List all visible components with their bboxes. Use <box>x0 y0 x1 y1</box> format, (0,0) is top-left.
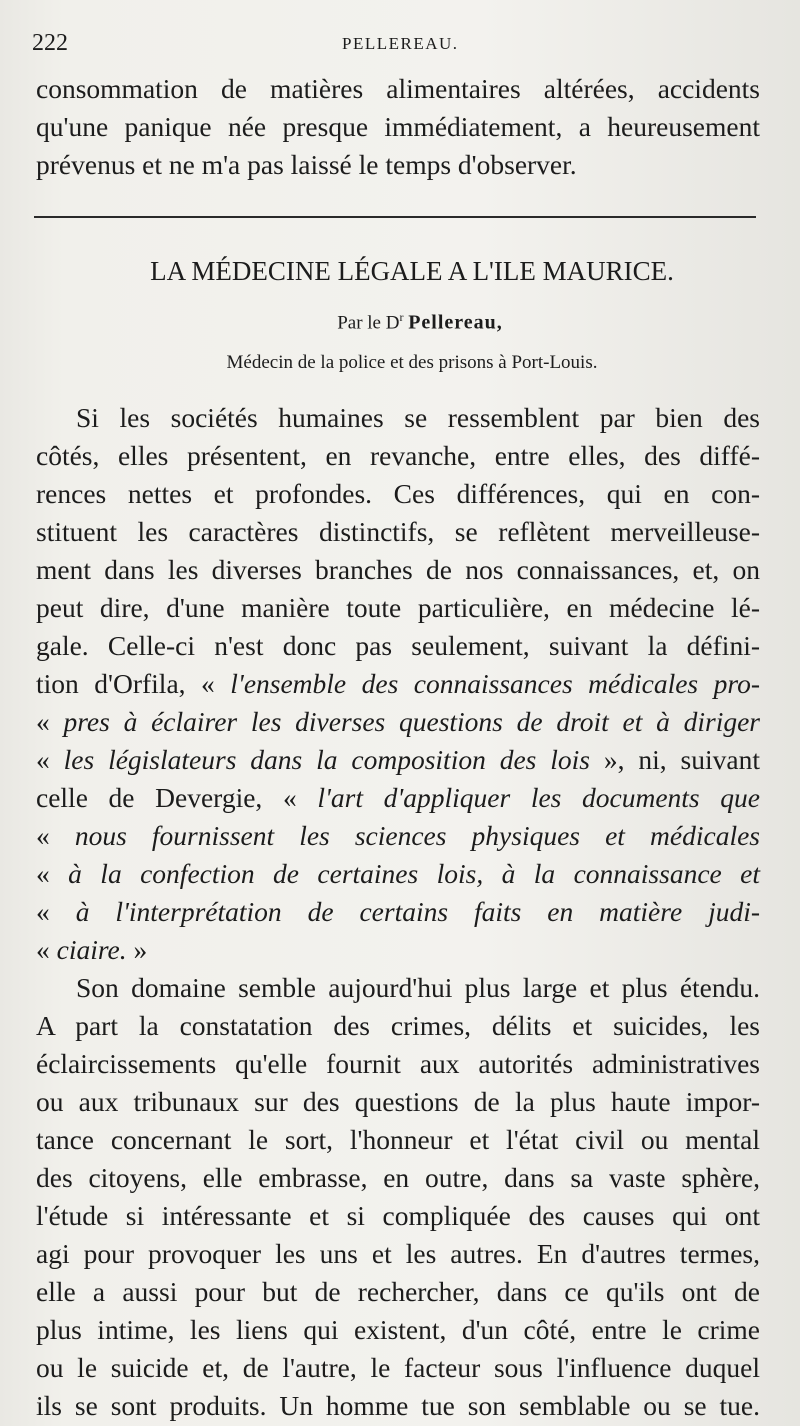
paragraph-line: agi pour provoquer les uns et les autres. En d'autres termes, <box>36 1238 760 1269</box>
quote-text: nous fournissent les sciences physiques et médicales <box>74 820 760 851</box>
line-text: « <box>36 858 69 889</box>
quote-text: l'art d'appliquer les documents que <box>317 782 760 813</box>
article-title: LA MÉDECINE LÉGALE A L'ILE MAURICE. <box>150 256 674 286</box>
line-text: « <box>36 744 64 775</box>
intro-line: prévenus et ne m'a pas laissé le temps d'observer. <box>36 149 577 180</box>
paragraph-line: ils se sont produits. Un homme tue son semblable ou se tue. <box>36 1390 760 1421</box>
paragraph-line: peut dire, d'une manière toute particulière, en médecine lé- <box>36 592 760 623</box>
paragraph-line <box>36 703 760 741</box>
quote-text: ciaire. <box>56 934 127 965</box>
line-text: » <box>126 934 148 965</box>
paragraph-line: A part la constatation des crimes, délits et suicides, les <box>36 1010 760 1041</box>
paragraph-line: éclaircissements qu'elle fournit aux autorités administratives <box>36 1048 760 1079</box>
paragraph-line <box>36 931 760 969</box>
paragraph-line <box>36 665 760 703</box>
running-head: PELLEREAU. <box>342 34 459 53</box>
paragraph-line: rences nettes et profondes. Ces différences, qui en con- <box>36 478 760 509</box>
quote-text: à la confection de certaines lois, à la connaissance et <box>68 858 760 889</box>
paragraph-line: ou le suicide et, de l'autre, le facteur sous l'influence duquel <box>36 1352 760 1383</box>
paragraph-line <box>36 893 760 931</box>
quote-text: à l'interprétation de certains faits en matière judi- <box>75 896 761 927</box>
line-text: « <box>36 896 76 927</box>
intro-line: qu'une panique née presque immédiatement, a heureusement <box>36 111 760 142</box>
paragraph-line <box>36 779 760 817</box>
paragraph-line: ment dans les diverses branches de nos connaissances, et, on <box>36 554 760 585</box>
line-text: « <box>36 934 57 965</box>
paragraph-line: tance concernant le sort, l'honneur et l'état civil ou mental <box>36 1124 760 1155</box>
line-text: « <box>36 820 75 851</box>
author-name: Pellereau, <box>408 311 503 334</box>
section-divider <box>34 216 756 218</box>
paragraph-line <box>36 817 760 855</box>
paragraph-line: elle a aussi pour but de rechercher, dans ce qu'ils ont de <box>36 1276 760 1307</box>
paragraph-line <box>36 741 760 779</box>
line-text: celle de Devergie, « <box>36 782 318 813</box>
paragraph-line <box>36 855 760 893</box>
paragraph-line: plus intime, les liens qui existent, d'un côté, entre le crime <box>36 1314 760 1345</box>
paragraph-line: Son domaine semble aujourd'hui plus large et plus étendu. <box>76 972 760 1003</box>
author-affiliation: Médecin de la police et des prisons à Port-Louis. <box>226 352 598 373</box>
page-number: 222 <box>32 30 68 56</box>
paragraph-line: l'étude si intéressante et si compliquée des causes qui ont <box>36 1200 760 1231</box>
intro-line: consommation de matières alimentaires altérées, accidents <box>36 73 760 104</box>
page-header <box>28 30 768 64</box>
line-text: », ni, suivant <box>590 744 760 775</box>
line-text: tion d'Orfila, « <box>36 668 231 699</box>
quote-text: pres à éclairer les diverses questions de droit et à diriger <box>63 706 761 737</box>
line-text: « <box>36 706 64 737</box>
byline <box>200 310 640 334</box>
paragraph-line: gale. Celle-ci n'est donc pas seulement, suivant la défini- <box>36 630 760 661</box>
quote-text: les législateurs dans la composition des lois <box>63 744 590 775</box>
paragraph-line: ou aux tribunaux sur des questions de la plus haute impor- <box>36 1086 760 1117</box>
paragraph-line: côtés, elles présentent, en revanche, entre elles, des diffé- <box>36 440 760 471</box>
quote-text: l'ensemble des connaissances médicales pro- <box>230 668 760 699</box>
byline-sup: r <box>399 310 404 324</box>
paragraph-line: des citoyens, elle embrasse, en outre, dans sa vaste sphère, <box>36 1162 760 1193</box>
paragraph-line: Si les sociétés humaines se ressemblent par bien des <box>76 402 760 433</box>
paragraph-line: stituent les caractères distinctifs, se reflètent merveilleuse- <box>36 516 760 547</box>
byline-prefix: Par le D <box>337 312 400 334</box>
